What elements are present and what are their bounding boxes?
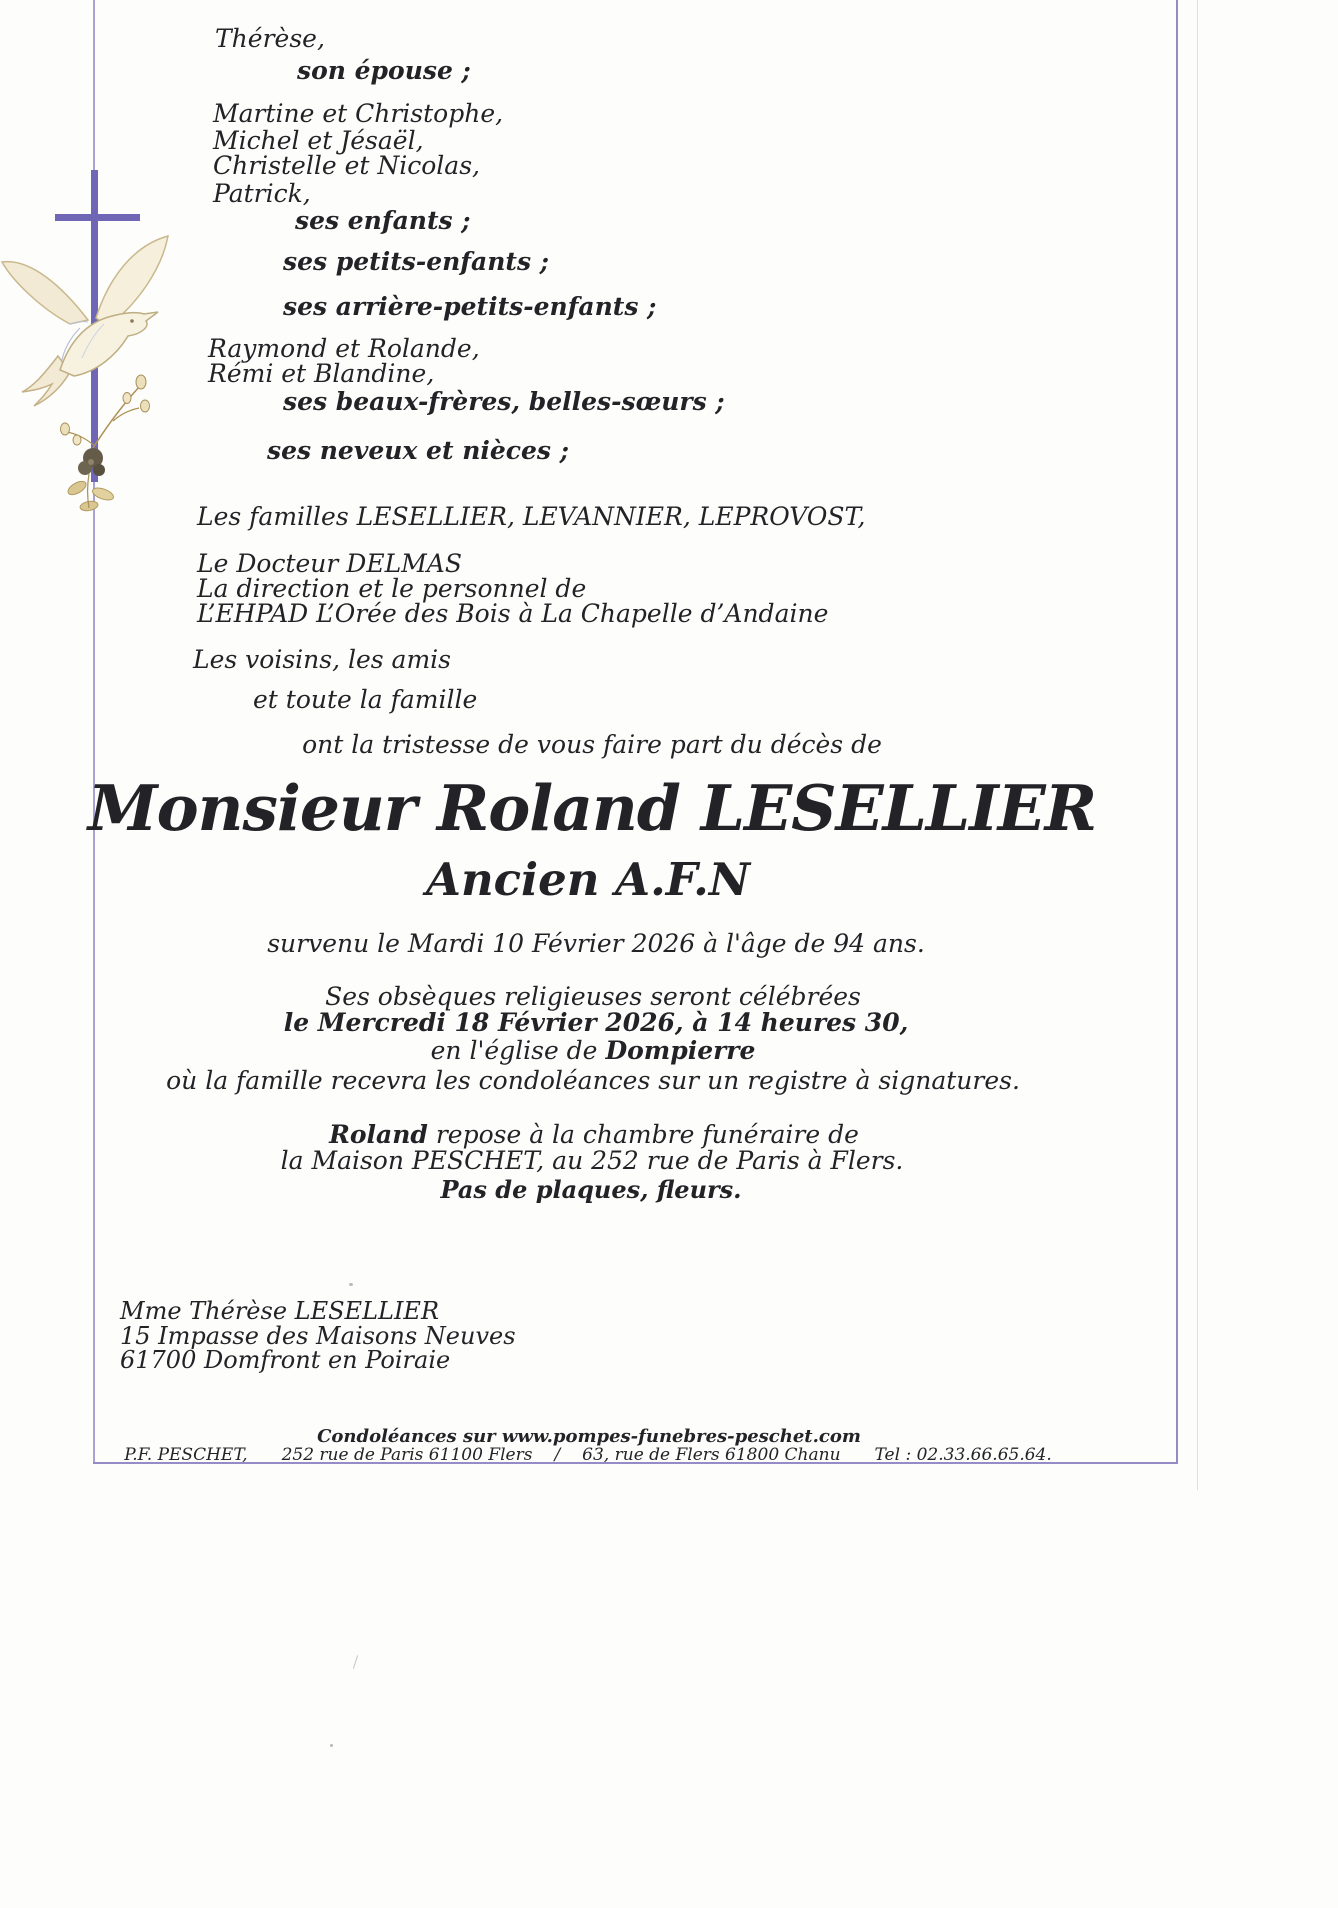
contact-city: 61700 Domfront en Poiraie (120, 1346, 451, 1374)
church-prefix: en l'église de (430, 1036, 606, 1065)
relation-spouse: son épouse ; (297, 56, 471, 85)
funeral-home-footer (124, 1446, 1052, 1466)
relation-grandchildren: ses petits-enfants ; (283, 247, 549, 276)
deceased-name: Monsieur Roland LESELLIER (87, 771, 1097, 845)
children-name-line: Christelle et Nicolas, (213, 151, 480, 180)
scan-speck (353, 1655, 358, 1669)
deceased-title: Ancien A.F.N (426, 853, 750, 906)
relation-children: ses enfants ; (295, 206, 471, 235)
condolences-website-line: Condoléances sur www.pompes-funebres-peschet.com (317, 1426, 861, 1447)
scan-speck (330, 1744, 333, 1747)
relation-in-laws: ses beaux-frères, belles-sœurs ; (283, 387, 725, 416)
death-date-line: survenu le Mardi 10 Février 2026 à l'âge de 94 ans. (267, 929, 925, 958)
staff-line: La direction et le personnel de (197, 574, 587, 603)
deceased-first-name: Roland (329, 1120, 428, 1149)
relation-nephews: ses neveux et nièces ; (267, 436, 569, 465)
scan-speck (349, 1283, 353, 1286)
scan-edge-line (1197, 0, 1198, 1490)
church-name: Dompierre (605, 1036, 756, 1065)
children-name-line: Martine et Christophe, (213, 99, 504, 128)
whole-family-line: et toute la famille (253, 685, 478, 714)
children-name-line: Michel et Jésaël, (213, 126, 424, 155)
card-border-right (1176, 0, 1178, 1464)
floral-icon (55, 366, 155, 516)
children-name-line: Patrick, (213, 179, 311, 208)
agency-address-2: 63, rue de Flers 61800 Chanu (582, 1445, 841, 1465)
address-separator: / (554, 1445, 561, 1465)
doctor-line: Le Docteur DELMAS (197, 549, 462, 578)
agency-address-1: 252 rue de Paris 61100 Flers (281, 1445, 533, 1465)
register-line: où la famille recevra les condoléances sur un registre à signatures. (166, 1066, 1020, 1095)
in-laws-name-line: Rémi et Blandine, (208, 359, 435, 388)
agency-name: P.F. PESCHET, (124, 1445, 248, 1465)
relation-great-grandchildren: ses arrière-petits-enfants ; (283, 292, 657, 321)
repose-address-line: la Maison PESCHET, au 252 rue de Paris à Flers. (280, 1146, 904, 1175)
cross-icon (55, 214, 140, 221)
staff-line: L’EHPAD L’Orée des Bois à La Chapelle d’Andaine (197, 599, 829, 628)
ceremony-church-line (431, 1037, 756, 1066)
ceremony-date-line: le Mercredi 18 Février 2026, à 14 heures 30, (283, 1008, 909, 1037)
announcement-intro: ont la tristesse de vous faire part du décès de (302, 730, 882, 759)
ceremony-line: Ses obsèques religieuses seront célébrées (325, 982, 861, 1011)
neighbours-line: Les voisins, les amis (193, 645, 451, 674)
contact-name: Mme Thérèse LESELLIER (120, 1297, 440, 1325)
contact-street: 15 Impasse des Maisons Neuves (120, 1322, 516, 1350)
in-laws-name-line: Raymond et Rolande, (208, 334, 480, 363)
repose-rest: repose à la chambre funéraire de (427, 1120, 859, 1149)
no-flowers-line: Pas de plaques, fleurs. (440, 1175, 742, 1204)
families-line: Les familles LESELLIER, LEVANNIER, LEPROVOST, (197, 502, 866, 531)
agency-phone: Tel : 02.33.66.65.64. (874, 1445, 1052, 1465)
spouse-name-line: Thérèse, (215, 24, 325, 53)
